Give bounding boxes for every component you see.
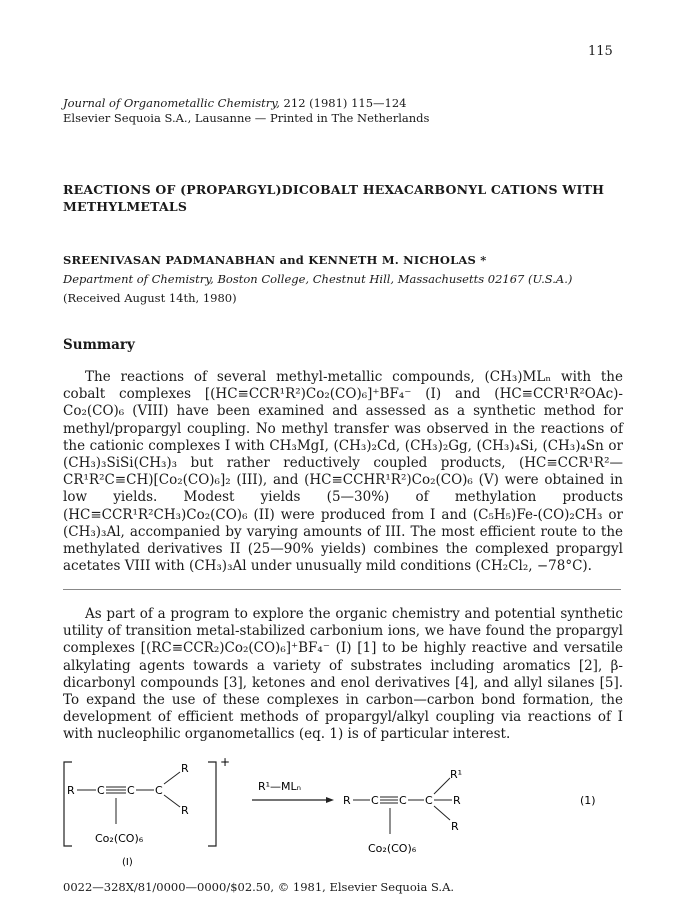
product-r-right: R xyxy=(453,794,461,807)
product-r1: R¹ xyxy=(450,768,463,781)
affiliation: Department of Chemistry, Boston College, Chestnut Hill, Massachusetts 02167 (U.S.A.) xyxy=(63,272,573,286)
journal-line-2: Elsevier Sequoia S.A., Lausanne — Printed in The Netherlands xyxy=(63,111,430,125)
reagent: R¹—MLₙ xyxy=(258,780,302,793)
journal-line-1 xyxy=(63,96,429,111)
cation-cobalt: Co₂(CO)₆ xyxy=(95,832,144,845)
cation-alkyne-c2: C xyxy=(127,784,135,797)
journal-name: Journal of Organometallic Chemistry, xyxy=(63,96,280,110)
summary-text: The reactions of several methyl-metallic compounds, (CH₃)MLₙ with the cobalt complexes [(HC≡CCR¹R²)Co₂(CO)₆]⁺BF₄⁻ (I) and (HC≡CCR¹R²OAc)-Co₂(CO)₆ (VIII) have been examined and assessed as a synthetic method for methyl/propargyl coupling. No methyl transfer was observed in the reactions of the cationic complexes I with CH₃MgI, (CH₃)₂Cd, (CH₃)₂Gg, (CH₃)₄Si, (CH₃)₄Sn or (CH₃)₃SiSi(CH₃)₃ but rather reductively coupled products, (HC≡CCR¹R²—CR¹R²C≡CH)[Co₂(CO)₆]₂ (III), and (HC≡CCHR¹R²)Co₂(CO)₆ (V) were obtained in low yields. Modest yields (5—30%) of methylation products (HC≡CCR¹R²CH₃)Co₂(CO)₆ (II) were produced from I and (C₅H₅)Fe-(CO)₂CH₃ or (CH₃)₃Al, accompanied by varying amounts of III. The most efficient route to the methylated derivatives II (25—90% yields) combines the complexed propargyl acetates VIII with (CH₃)₃Al under unusually mild conditions (CH₂Cl₂, −78°C). xyxy=(63,369,623,575)
product-c3: C xyxy=(425,794,433,807)
journal-citation xyxy=(63,96,429,126)
received-date: (Received August 14th, 1980) xyxy=(63,291,237,305)
bracket-left xyxy=(64,762,72,846)
reaction-scheme xyxy=(40,758,640,878)
paper-title: REACTIONS OF (PROPARGYL)DICOBALT HEXACARBONYL CATIONS WITH METHYLMETALS xyxy=(63,182,605,214)
cation-r-top: R xyxy=(181,762,189,775)
product-c2: C xyxy=(399,794,407,807)
equation-number: (1) xyxy=(580,794,596,807)
summary-paragraph xyxy=(63,369,623,575)
charge-plus: + xyxy=(220,758,231,769)
authors: SREENIVASAN PADMANABHAN and KENNETH M. NICHOLAS * xyxy=(63,253,487,267)
cation-alkyne-c1: C xyxy=(97,784,105,797)
copyright-footer: 0022—328X/81/0000—0000/$02.50, © 1981, Elsevier Sequoia S.A. xyxy=(63,880,455,894)
bracket-right xyxy=(208,762,216,846)
compound-label: (I) xyxy=(122,857,133,868)
summary-heading: Summary xyxy=(63,337,135,353)
product-c1: C xyxy=(371,794,379,807)
intro-text: As part of a program to explore the organic chemistry and potential synthetic utility of transition metal-stabilized carbonium ions, we have found the propargyl complexes [(RC≡CCR₂)Co₂(CO)₆]⁺BF₄⁻ (I) [1] to be highly reactive and versatile alkylating agents towards a variety of substrates including aromatics [2], β-dicarbonyl compounds [3], ketones and enol derivatives [4], and allyl silanes [5]. To expand the use of these complexes in carbon—carbon bond formation, the development of efficient methods of propargyl/alkyl coupling via reactions of I with nucleophilic organometallics (eq. 1) is of particular interest. xyxy=(63,606,623,743)
product-r-bottom: R xyxy=(451,820,459,833)
summary-divider xyxy=(63,589,621,590)
product-cobalt: Co₂(CO)₆ xyxy=(368,842,417,855)
cation-r-left: R xyxy=(67,784,75,797)
cation-carbon: C xyxy=(155,784,163,797)
journal-volume: 212 (1981) 115—124 xyxy=(279,96,407,110)
intro-paragraph xyxy=(63,606,623,744)
page-number: 115 xyxy=(588,44,613,59)
product-r-left: R xyxy=(343,794,351,807)
cation-r-bottom: R xyxy=(181,804,189,817)
